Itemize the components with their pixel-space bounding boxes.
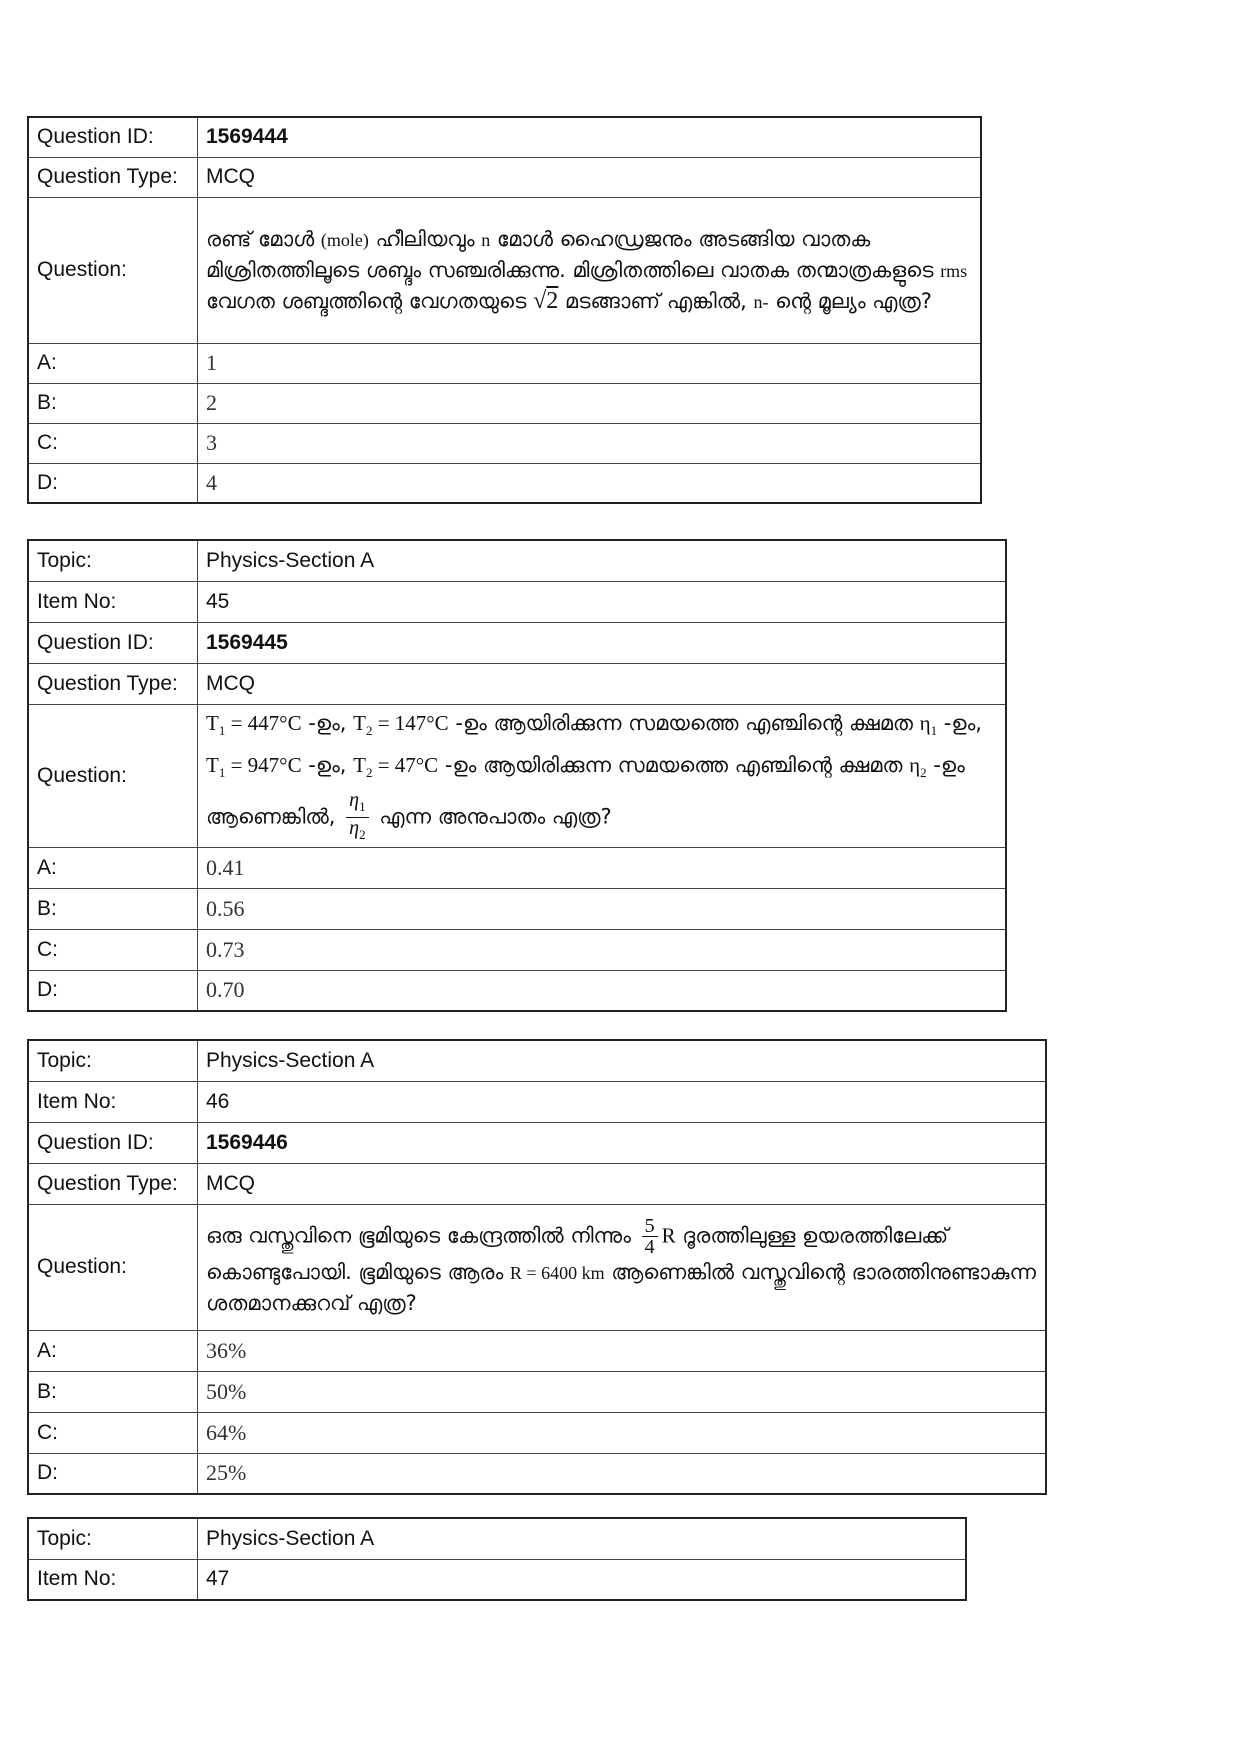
option-d-label: D: <box>28 1453 198 1494</box>
option-c-label: C: <box>28 1412 198 1453</box>
question-type-value: MCQ <box>198 1163 1047 1204</box>
option-a-label: A: <box>28 1330 198 1371</box>
option-c-value: 0.73 <box>198 929 1007 970</box>
option-c-label: C: <box>28 929 198 970</box>
question-type-label: Question Type: <box>28 157 198 197</box>
item-no-value: 46 <box>198 1081 1047 1122</box>
topic-label: Topic: <box>28 540 198 581</box>
option-b-value: 2 <box>198 383 982 423</box>
item-no-label: Item No: <box>28 1559 198 1600</box>
question-id-label: Question ID: <box>28 117 198 157</box>
question-text: ഒരു വസ്തുവിനെ ഭൂമിയുടെ കേന്ദ്രത്തിൽ നിന്നും $\frac{5}{4}$ R ദൂരത്തിലുള്ള ഉയരത്തിലേക്ക് കൊണ്ടുപോയി. ഭൂമിയുടെ ആരം R = 6400 km ആണെങ്കിൽ വസ്തുവിന്റെ ഭാരത്തിനുണ്ടാകുന്ന ശതമാനക്കുറവ് എത്ര? <box>198 1204 1047 1330</box>
option-b-value: 50% <box>198 1371 1047 1412</box>
option-b-value: 0.56 <box>198 888 1007 929</box>
option-c-label: C: <box>28 423 198 463</box>
option-b-label: B: <box>28 888 198 929</box>
option-d-value: 4 <box>198 463 982 503</box>
option-b-label: B: <box>28 1371 198 1412</box>
question-text: $T_1 = 447^\circ C$ -ഉം, $T_2 = 147^\circ C$ -ഉം ആയിരിക്കുന്ന സമയത്തെ എഞ്ചിന്റെ ക്ഷമത $\eta_1$ -ഉം, $T_1 = 947^\circ C$ -ഉം, $T_2 = 47^\circ C$ -ഉം ആയിരിക്കുന്ന സമയത്തെ എഞ്ചിന്റെ ക്ഷമത $\eta_2$ -ഉം ആണെങ്കിൽ, $\frac{\eta_1}{\eta_2}$ എന്ന അനുപാതം എത്ര? <box>198 704 1007 847</box>
five-fourths-fraction: $\frac{5}{4}$ <box>642 1216 658 1257</box>
eta-ratio-fraction: $\frac{\eta_1}{\eta_2}$ <box>346 790 368 845</box>
question-id-value: 1569445 <box>198 622 1007 663</box>
question-text: രണ്ട് മോൾ (mole) ഹീലിയവും n മോൾ ഹൈഡ്രജനും അടങ്ങിയ വാതക മിശ്രിതത്തിലൂടെ ശബ്ദം സഞ്ചരിക്കുന്നു. മിശ്രിതത്തിലെ വാതക തന്മാത്രകളുടെ rms വേഗത ശബ്ദത്തിന്റെ വേഗതയുടെ √2 മടങ്ങാണ് എങ്കിൽ, n- ന്റെ മൂല്യം എത്ര? <box>198 197 982 343</box>
question-table-1569446 <box>27 1039 1047 1495</box>
question-type-value: MCQ <box>198 663 1007 704</box>
option-a-value: 0.41 <box>198 847 1007 888</box>
question-table-47 <box>27 1517 967 1601</box>
item-no-label: Item No: <box>28 1081 198 1122</box>
question-type-value: MCQ <box>198 157 982 197</box>
question-table-1569445 <box>27 539 1007 1012</box>
option-c-value: 64% <box>198 1412 1047 1453</box>
question-table-1569444 <box>27 116 982 504</box>
option-c-value: 3 <box>198 423 982 463</box>
item-no-value: 47 <box>198 1559 967 1600</box>
sqrt-symbol: √2 <box>533 287 559 314</box>
question-label: Question: <box>28 1204 198 1330</box>
option-d-value: 25% <box>198 1453 1047 1494</box>
option-d-label: D: <box>28 463 198 503</box>
option-a-value: 1 <box>198 343 982 383</box>
question-label: Question: <box>28 197 198 343</box>
option-d-value: 0.70 <box>198 970 1007 1011</box>
item-no-value: 45 <box>198 581 1007 622</box>
question-type-label: Question Type: <box>28 1163 198 1204</box>
option-a-value: 36% <box>198 1330 1047 1371</box>
topic-value: Physics-Section A <box>198 540 1007 581</box>
topic-label: Topic: <box>28 1518 198 1559</box>
question-type-label: Question Type: <box>28 663 198 704</box>
option-d-label: D: <box>28 970 198 1011</box>
question-id-label: Question ID: <box>28 1122 198 1163</box>
option-a-label: A: <box>28 343 198 383</box>
topic-value: Physics-Section A <box>198 1040 1047 1081</box>
item-no-label: Item No: <box>28 581 198 622</box>
topic-value: Physics-Section A <box>198 1518 967 1559</box>
option-b-label: B: <box>28 383 198 423</box>
option-a-label: A: <box>28 847 198 888</box>
question-id-label: Question ID: <box>28 622 198 663</box>
topic-label: Topic: <box>28 1040 198 1081</box>
question-id-value: 1569446 <box>198 1122 1047 1163</box>
question-id-value: 1569444 <box>198 117 982 157</box>
question-label: Question: <box>28 704 198 847</box>
